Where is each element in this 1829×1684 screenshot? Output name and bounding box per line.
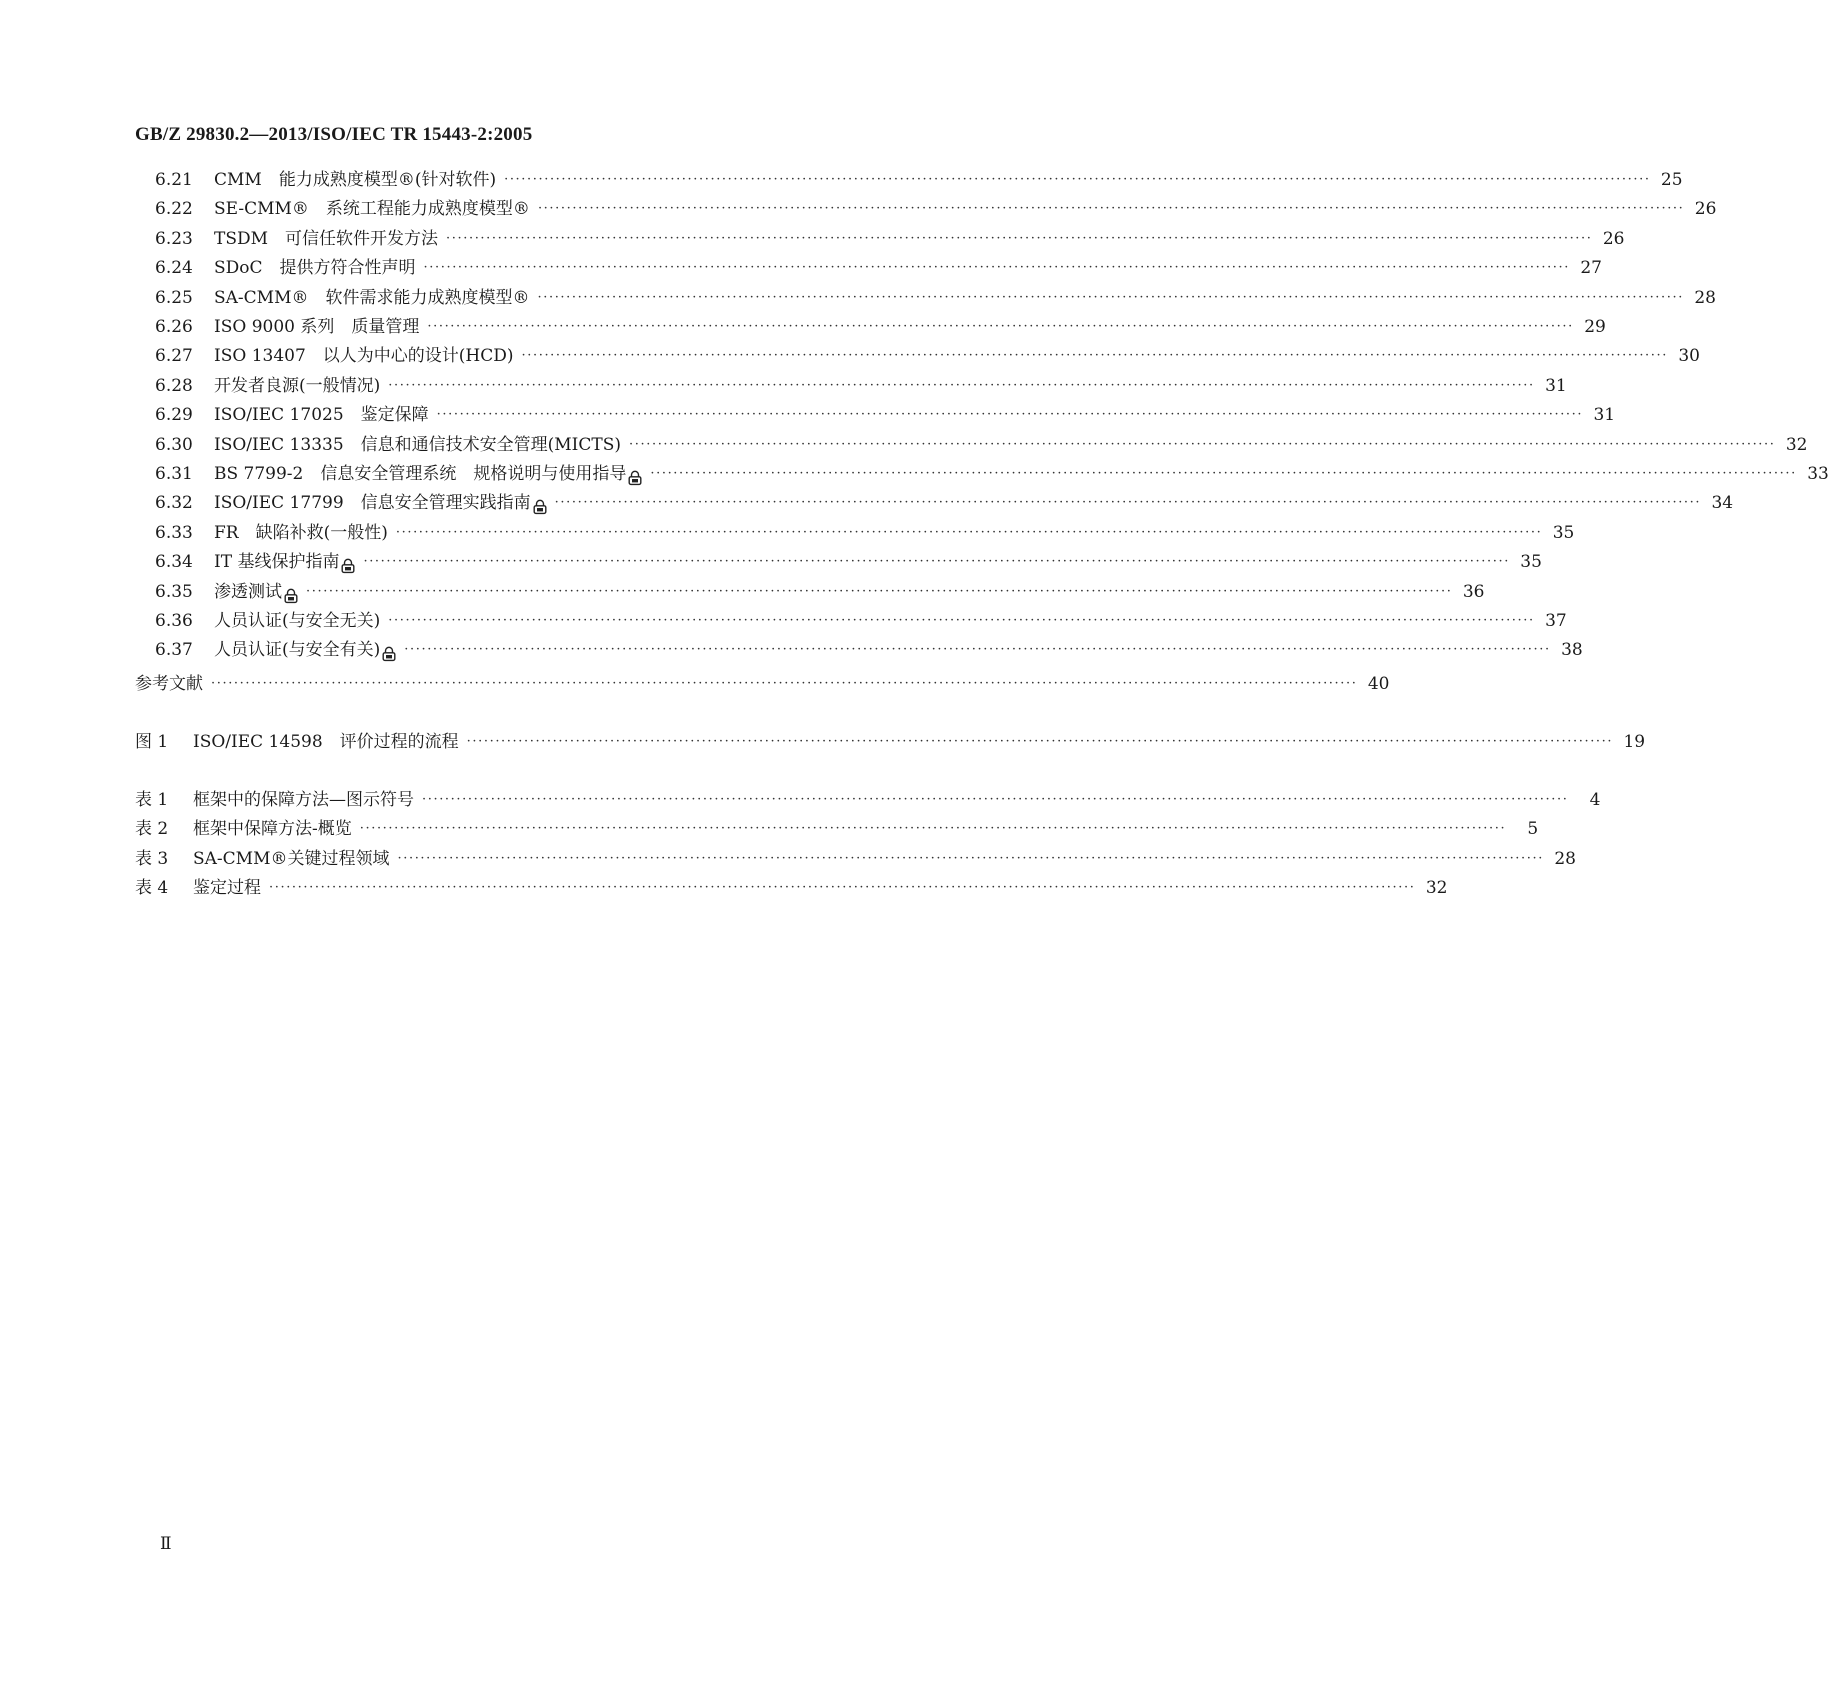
- entry-title: 参考文献: [135, 674, 203, 694]
- toc-entry[interactable]: [135, 314, 1606, 340]
- entry-title: ISO/IEC 17025 鉴定保障: [214, 405, 429, 425]
- table-list-entry[interactable]: [135, 787, 1601, 813]
- entry-page-number: 27: [1580, 258, 1602, 278]
- leader-dots: ········································································································································································································: [388, 613, 1535, 628]
- toc-entry[interactable]: [135, 490, 1734, 516]
- entry-number: 6.36: [155, 611, 193, 631]
- toc-entry[interactable]: [135, 196, 1717, 222]
- entry-title: 人员认证(与安全有关): [214, 640, 381, 660]
- entry-title: ISO/IEC 17799 信息安全管理实践指南: [214, 493, 531, 513]
- page-folio: Ⅱ: [160, 1534, 172, 1554]
- entry-number: 6.30: [155, 435, 193, 455]
- leader-dots: ········································································································································································································: [504, 172, 1651, 187]
- entry-number: 6.27: [155, 346, 193, 366]
- leader-dots: ········································································································································································································: [363, 554, 1510, 569]
- entry-title: ISO 9000 系列 质量管理: [214, 317, 420, 337]
- leader-dots: ········································································································································································································: [306, 584, 1453, 599]
- leader-dots: ········································································································································································································: [422, 792, 1569, 807]
- entry-page-number: 40: [1367, 674, 1390, 694]
- leader-dots: ········································································································································································································: [521, 348, 1668, 363]
- toc-entry[interactable]: [135, 255, 1602, 281]
- toc-entry[interactable]: [135, 285, 1716, 311]
- entry-page-number: 36: [1462, 582, 1485, 602]
- entry-title: BS 7799-2 信息安全管理系统 规格说明与使用指导: [214, 464, 627, 484]
- leader-dots: ········································································································································································································: [388, 378, 1535, 393]
- toc-entry[interactable]: [135, 167, 1683, 193]
- leader-dots: ········································································································································································································: [359, 821, 1507, 836]
- padlock-icon: [341, 555, 355, 570]
- entry-page-number: 5: [1527, 819, 1539, 839]
- leader-dots: ········································································································································································································: [466, 734, 1614, 749]
- entry-page-number: 26: [1602, 229, 1625, 249]
- toc-entry[interactable]: [135, 579, 1485, 605]
- entry-number: 6.37: [155, 640, 193, 660]
- entry-number: 6.33: [155, 523, 193, 543]
- entry-title: SA-CMM®关键过程领域: [193, 849, 390, 869]
- entry-number: 表 4: [135, 878, 169, 898]
- toc-entry[interactable]: [135, 461, 1829, 487]
- entry-title: ISO/IEC 13335 信息和通信技术安全管理(MICTS): [214, 435, 622, 455]
- leader-dots: ········································································································································································································: [427, 319, 1574, 334]
- entry-number: 表 3: [135, 849, 169, 869]
- entry-title: CMM 能力成熟度模型®(针对软件): [214, 170, 497, 190]
- entry-page-number: 30: [1678, 346, 1700, 366]
- entry-title: 人员认证(与安全无关): [214, 611, 381, 631]
- padlock-icon: [382, 643, 396, 658]
- leader-dots: ········································································································································································································: [629, 437, 1776, 452]
- entry-number: 6.29: [155, 405, 193, 425]
- leader-dots: ········································································································································································································: [650, 466, 1797, 481]
- entry-page-number: 33: [1807, 464, 1829, 484]
- entry-page-number: 28: [1694, 288, 1716, 308]
- entry-title: IT 基线保护指南: [214, 552, 340, 572]
- entry-title: ISO/IEC 14598 评价过程的流程: [193, 732, 459, 752]
- entry-page-number: 32: [1785, 435, 1808, 455]
- leader-dots: ········································································································································································································: [269, 880, 1416, 895]
- toc-entry[interactable]: [135, 608, 1567, 634]
- toc-entry[interactable]: [135, 549, 1542, 575]
- entry-title: 鉴定过程: [193, 878, 261, 898]
- entry-title: SDoC 提供方符合性声明: [214, 258, 416, 278]
- entry-number: 表 2: [135, 819, 169, 839]
- entry-page-number: 31: [1545, 376, 1567, 396]
- entry-page-number: 35: [1552, 523, 1575, 543]
- entry-number: 6.31: [155, 464, 193, 484]
- entry-number: 表 1: [135, 790, 169, 810]
- entry-page-number: 31: [1593, 405, 1616, 425]
- padlock-icon: [284, 585, 298, 600]
- leader-dots: ········································································································································································································: [423, 260, 1570, 275]
- entry-page-number: 29: [1584, 317, 1606, 337]
- entry-page-number: 4: [1589, 790, 1601, 810]
- table-list-entry[interactable]: [135, 875, 1448, 901]
- entry-title: 开发者良源(一般情况): [214, 376, 381, 396]
- entry-number: 6.23: [155, 229, 193, 249]
- entry-number: 6.21: [155, 170, 193, 190]
- toc-entry[interactable]: [135, 402, 1616, 428]
- entry-page-number: 19: [1623, 732, 1646, 752]
- entry-page-number: 34: [1711, 493, 1734, 513]
- entry-number: 6.32: [155, 493, 193, 513]
- figure-list-entry[interactable]: [135, 729, 1646, 755]
- leader-dots: ········································································································································································································: [211, 676, 1358, 691]
- entry-page-number: 26: [1694, 199, 1717, 219]
- padlock-icon: [533, 496, 547, 511]
- document-header-code: GB/Z 29830.2—2013/ISO/IEC TR 15443-2:2005: [135, 124, 533, 145]
- entry-number: 6.26: [155, 317, 193, 337]
- entry-title: SA-CMM® 软件需求能力成熟度模型®: [214, 288, 530, 308]
- toc-entry[interactable]: [135, 520, 1575, 546]
- entry-title: FR 缺陷补救(一般性): [214, 523, 388, 543]
- entry-title: 框架中保障方法-概览: [193, 819, 352, 839]
- entry-page-number: 25: [1660, 170, 1683, 190]
- padlock-icon: [628, 467, 642, 482]
- leader-dots: ········································································································································································································: [397, 851, 1544, 866]
- toc-entry[interactable]: [135, 226, 1625, 252]
- leader-dots: ········································································································································································································: [446, 231, 1593, 246]
- entry-page-number: 32: [1425, 878, 1448, 898]
- entry-number: 6.28: [155, 376, 193, 396]
- leader-dots: ········································································································································································································: [395, 525, 1543, 540]
- entry-number: 图 1: [135, 732, 169, 752]
- toc-entry[interactable]: [135, 343, 1700, 369]
- entry-number: 6.25: [155, 288, 193, 308]
- leader-dots: ········································································································································································································: [436, 407, 1584, 422]
- entry-title: 渗透测试: [214, 582, 282, 602]
- entry-title: 框架中的保障方法—图示符号: [193, 790, 414, 810]
- entry-title: ISO 13407 以人为中心的设计(HCD): [214, 346, 514, 366]
- entry-number: 6.34: [155, 552, 193, 572]
- entry-page-number: 35: [1520, 552, 1542, 572]
- leader-dots: ········································································································································································································: [554, 495, 1702, 510]
- leader-dots: ········································································································································································································: [404, 642, 1551, 657]
- leader-dots: ········································································································································································································: [537, 201, 1685, 216]
- toc-entry[interactable]: [135, 373, 1567, 399]
- toc-entry-references[interactable]: [135, 671, 1390, 697]
- leader-dots: ········································································································································································································: [537, 290, 1684, 305]
- table-list-entry[interactable]: [135, 846, 1576, 872]
- entry-title: TSDM 可信任软件开发方法: [214, 229, 439, 249]
- table-list-entry[interactable]: [135, 816, 1539, 842]
- entry-number: 6.35: [155, 582, 193, 602]
- entry-number: 6.22: [155, 199, 193, 219]
- entry-number: 6.24: [155, 258, 193, 278]
- entry-page-number: 28: [1554, 849, 1576, 869]
- entry-title: SE-CMM® 系统工程能力成熟度模型®: [214, 199, 530, 219]
- toc-entry[interactable]: [135, 637, 1583, 663]
- toc-entry[interactable]: [135, 432, 1808, 458]
- entry-page-number: 38: [1561, 640, 1583, 660]
- entry-page-number: 37: [1545, 611, 1567, 631]
